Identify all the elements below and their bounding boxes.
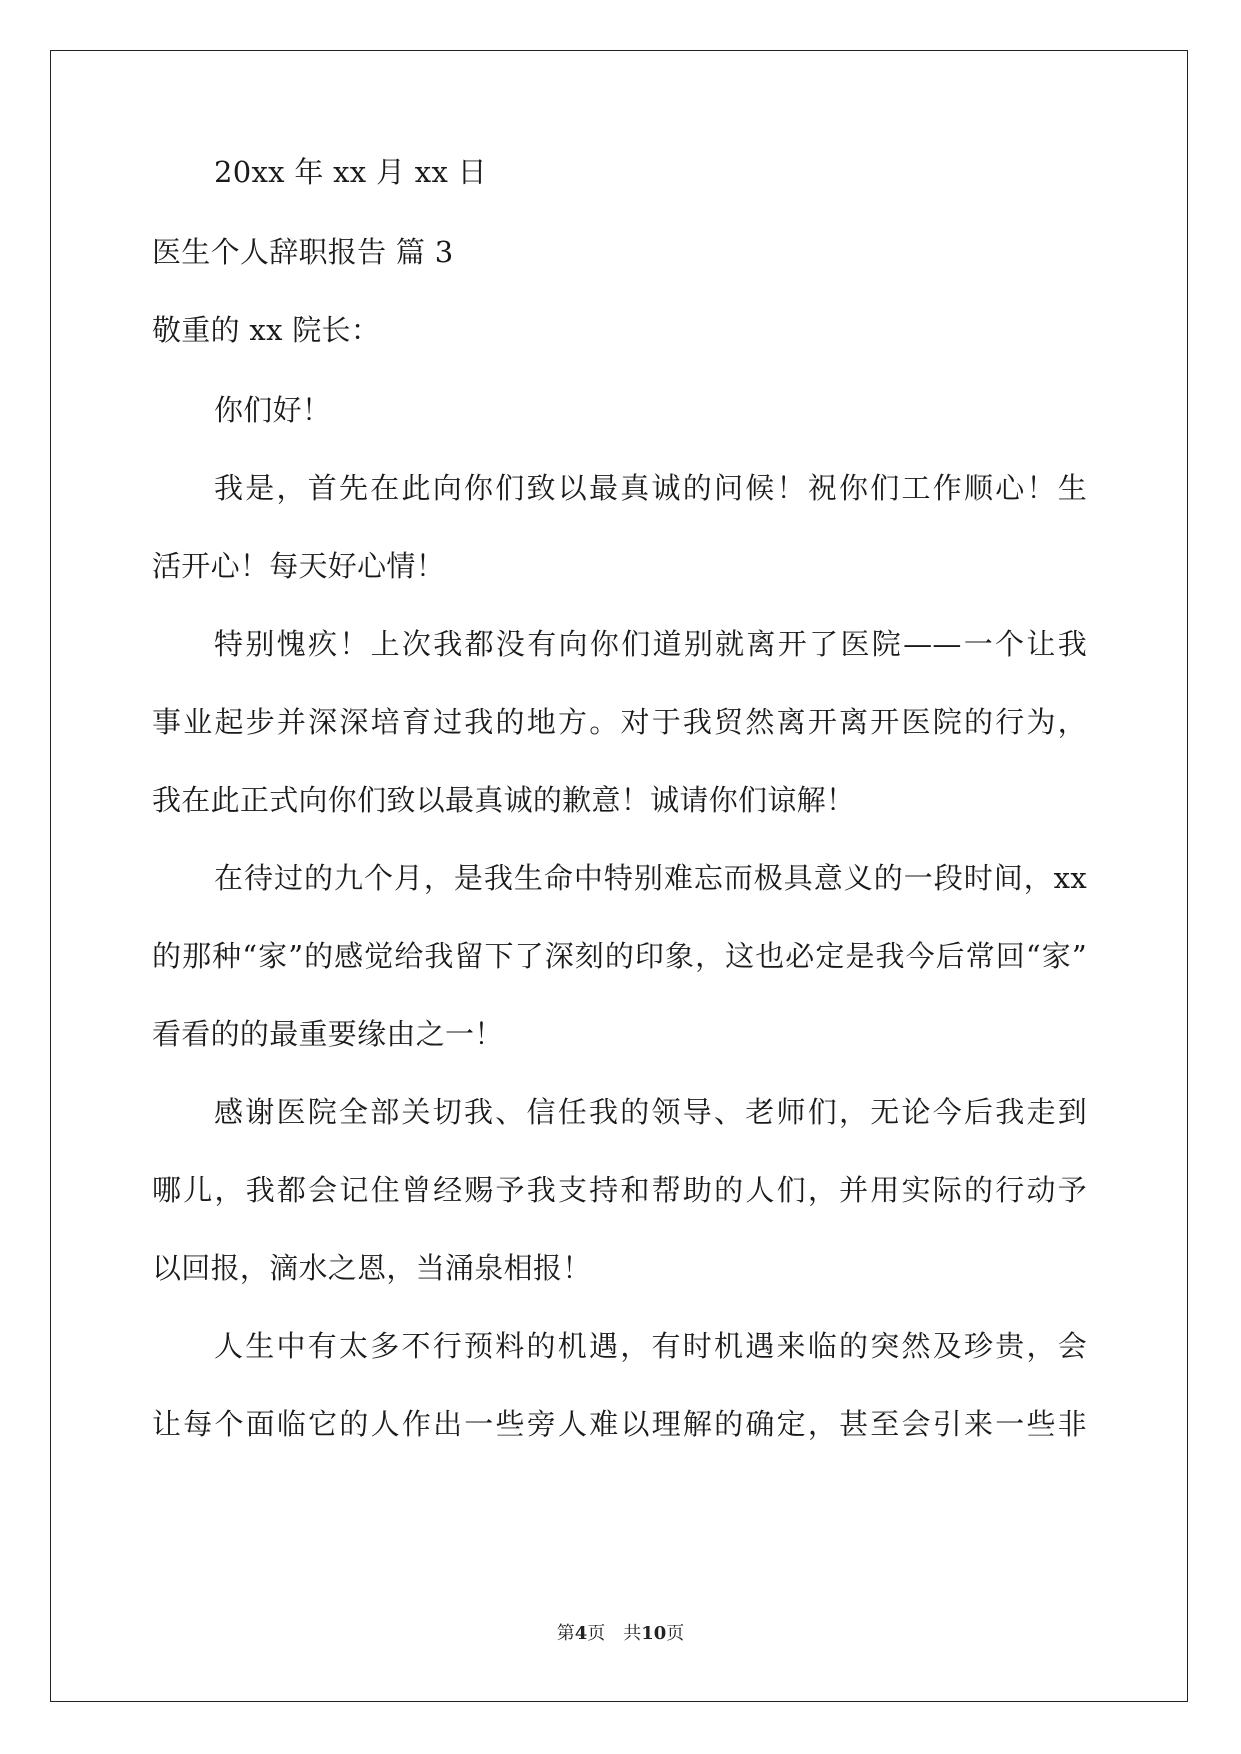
greeting: 你们好！ [214,393,332,427]
page-footer [0,1622,1241,1646]
paragraph-2-line-3: 我在此正式向你们致以最真诚的歉意！诚请你们谅解！ [152,783,856,817]
paragraph-1-line-2: 活开心！每天好心情！ [152,549,446,583]
total-pages: 10 [641,1623,667,1644]
paragraph-3-line-3: 看看的的最重要缘由之一！ [152,1017,504,1051]
paragraph-1-line-1: 我是，首先在此向你们致以最真诚的问候！祝你们工作顺心！生 [214,471,1087,505]
total-suffix: 页 [666,1623,685,1644]
paragraph-4-line-1: 感谢医院全部关切我、信任我的领导、老师们，无论今后我走到 [214,1095,1087,1129]
paragraph-2-line-1: 特别愧疚！上次我都没有向你们道别就离开了医院——一个让我 [214,627,1087,661]
paragraph-5-line-2: 让每个面临它的人作出一些旁人难以理解的确定，甚至会引来一些非 [152,1407,1087,1441]
paragraph-3-line-1: 在待过的九个月，是我生命中特别难忘而极具意义的一段时间，xx [214,861,1087,895]
paragraph-5-line-1: 人生中有太多不行预料的机遇，有时机遇来临的突然及珍贵，会 [214,1329,1087,1363]
paragraph-3-line-2: 的那种“家”的感觉给我留下了深刻的印象，这也必定是我今后常回“家” [152,939,1087,973]
date-line: 20xx 年 xx 月 xx 日 [214,155,487,189]
salutation: 敬重的 xx 院长： [152,313,381,347]
page-number: 4 [574,1623,588,1644]
page-prefix: 第 [556,1623,575,1644]
paragraph-2-line-2: 事业起步并深深培育过我的地方。对于我贸然离开离开医院的行为， [152,705,1087,739]
paragraph-4-line-3: 以回报，滴水之恩，当涌泉相报！ [152,1251,592,1285]
page-suffix: 页 [587,1623,606,1644]
paragraph-4-line-2: 哪儿，我都会记住曾经赐予我支持和帮助的人们，并用实际的行动予 [152,1173,1087,1207]
total-prefix: 共 [623,1623,642,1644]
document-title: 医生个人辞职报告 篇 3 [152,235,454,269]
